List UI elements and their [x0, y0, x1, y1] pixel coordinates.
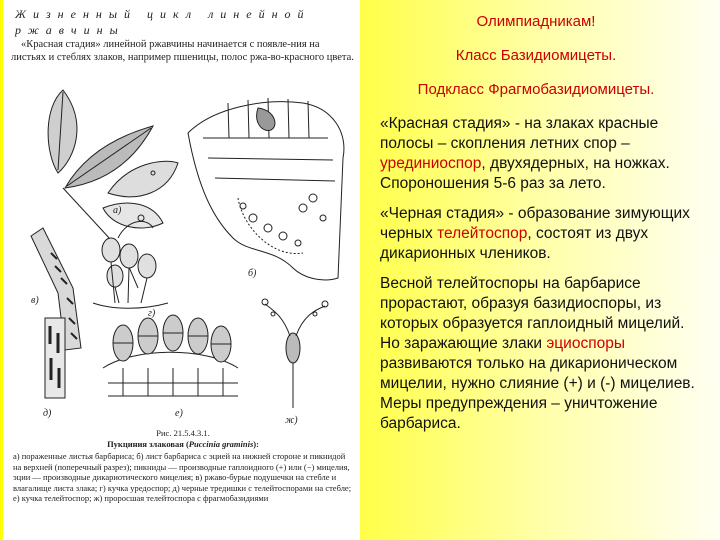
paragraph-spring-stage: Весной телейтоспоры на барбарисе прорастают, образуя базидиоспоры, из которых образуется гаплоидный мицелий. Но заражающие злаки эциоспоры развиваются только на дикарионическом мицелии, нужно слияние (+) и (-) мицелиев. Меры предупреждения – уничтожение барбариса.	[380, 275, 695, 432]
teliospores-cluster-drawing	[103, 315, 238, 396]
germinating-teliospore-drawing	[262, 299, 328, 408]
header-subclass: Подкласс Фрагмобазидиомицеты.	[417, 81, 655, 98]
paragraph-black-stage: «Черная стадия» - образование зимующих черных телейтоспор, состоят из двух дикарионных члеников.	[380, 205, 690, 262]
fig-label-d: д)	[43, 408, 52, 419]
figure-title-latin: Puccinia graminis	[188, 438, 254, 449]
fig-label-b: б)	[248, 268, 257, 279]
header-olympiad: Олимпиадникам!	[476, 13, 596, 30]
fig-label-zh: ж)	[285, 415, 298, 426]
figure-number: Рис. 21.5.4.3.1.	[156, 428, 210, 438]
puccinia-life-cycle-figure	[3, 78, 360, 428]
leaf-cross-section-drawing	[188, 98, 344, 280]
teliospore-streaks-stem-drawing	[45, 318, 65, 398]
figure-caption	[13, 428, 353, 504]
fig-label-e: е)	[175, 408, 183, 419]
slide-text-panel	[366, 4, 706, 534]
figure-legend: а) пораженные листья барбариса; б) лист барбариса с эцией на нижней стороне и пикнидой на верхней (поперечный разрез); пикниды — производные гаплоидного (+) или (−) мицелия, эции — производные дикариотического мицелия; в) ржаво-бурые подушечки на стебле и влагалище листа злака; г) кучка уредоспор; д) черные тредишки с телейтоспорами на стебле; е) кучка телейтоспор; ж) проросшая телейтоспора с фрагмобазидиями	[13, 451, 352, 503]
fig-label-v: в)	[31, 295, 39, 306]
header-class: Класс Базидиомицеты.	[455, 47, 617, 64]
page-heading: Жизненный цикл линейной ржавчины	[15, 7, 311, 37]
scanned-textbook-page	[3, 0, 360, 540]
uredospores-drawing	[93, 238, 168, 308]
term-aeciospores: эциоспоры	[546, 335, 625, 352]
paragraph-red-stage: «Красная стадия» - на злаках красные полосы – скопления летних спор – урединиоспор, двухядерных, на ножках. Спороношения 5-6 раз за лето.	[380, 115, 670, 192]
fig-label-g: г)	[148, 308, 156, 319]
page-intro-text: «Красная стадия» линейной ржавчины начинается с появле-ния на листьях и стеблях злаков, например пшеницы, полос ржа-во-красного цвета.	[11, 39, 354, 63]
fig-label-a: а)	[113, 205, 122, 216]
term-teliospores: телейтоспор	[437, 225, 528, 242]
figure-title: Пукциния злаковая (Puccinia graminis):	[107, 438, 259, 449]
term-urediniospores: урединиоспор	[380, 155, 482, 172]
